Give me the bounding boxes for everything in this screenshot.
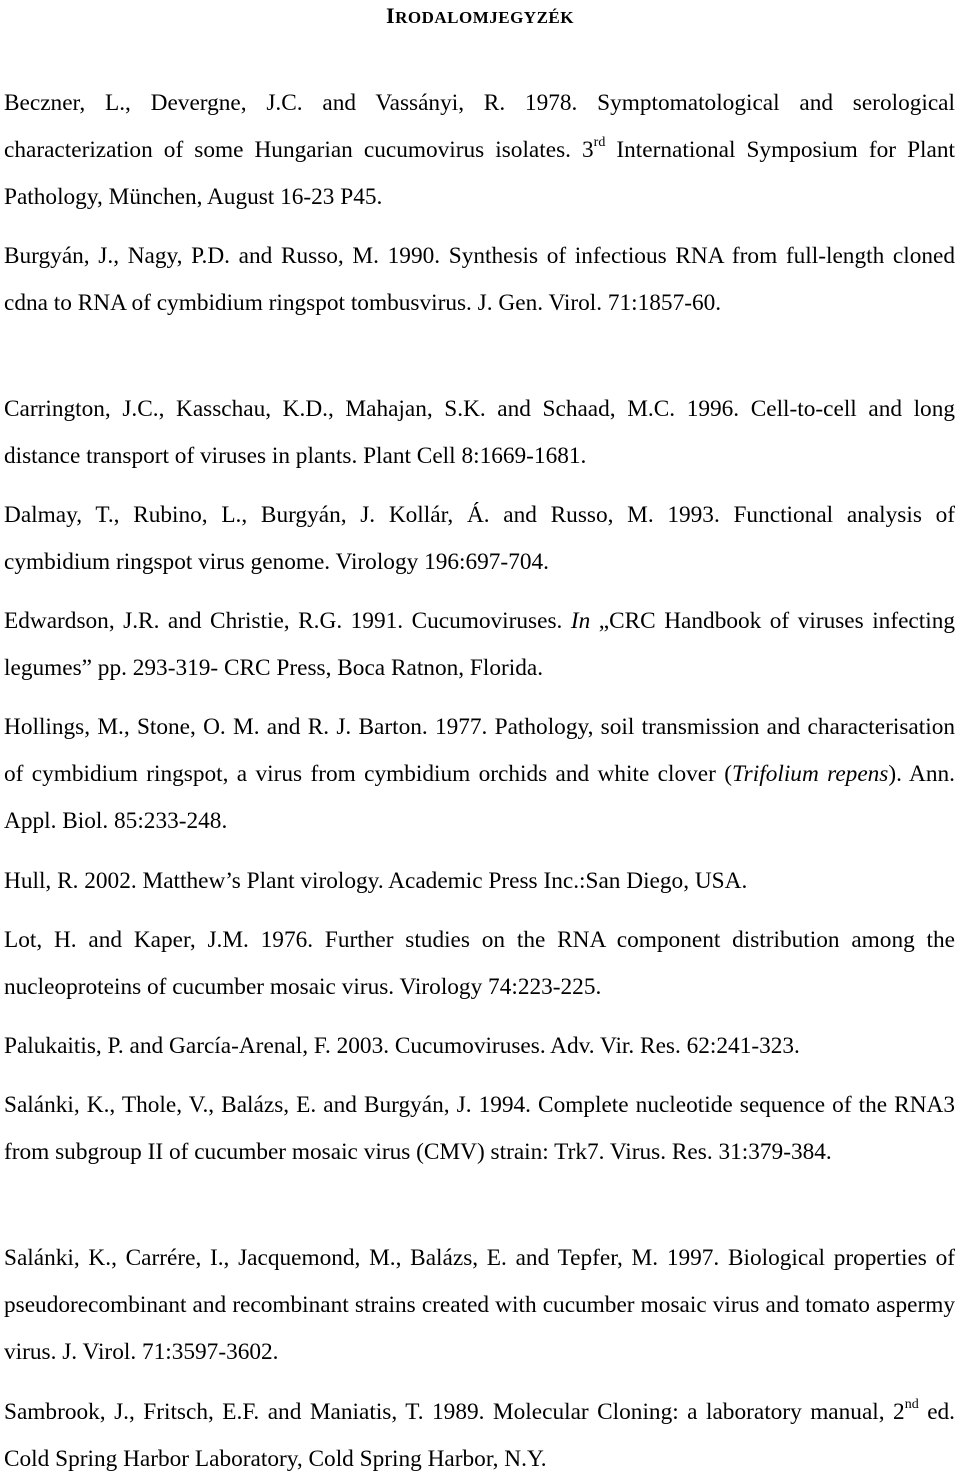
page-title-initial: I (386, 3, 396, 28)
reference-entry-hollings: Hollings, M., Stone, O. M. and R. J. Barton. 1977. Pathology, soil transmission and characterisation of cymbidium ringspot, a virus from cymbidium orchids and white clover (Trifolium repens). Ann. Appl. Biol. 85:233-248. (4, 714, 955, 834)
reference-entry-dalmay: Dalmay, T., Rubino, L., Burgyán, J. Kollár, Á. and Russo, M. 1993. Functional analysis of cymbidium ringspot virus genome. Virology 196:697-704. (4, 502, 955, 575)
reference-entry-beczner: Beczner, L., Devergne, J.C. and Vassányi, R. 1978. Symptomatological and serological characterization of some Hungarian cucumovirus isolates. 3rd International Symposium for Plant Pathology, München, August 16-23 P45. (4, 90, 955, 210)
reference-entry-salanki-1994: Salánki, K., Thole, V., Balázs, E. and Burgyán, J. 1994. Complete nucleotide sequence of the RNA3 from subgroup II of cucumber mosaic virus (CMV) strain: Trk7. Virus. Res. 31:379-384. (4, 1092, 955, 1165)
page-title-rest: RODALOMJEGYZÉK (395, 8, 574, 27)
reference-entry-hull: Hull, R. 2002. Matthew’s Plant virology. Academic Press Inc.:San Diego, USA. (4, 868, 748, 894)
reference-entry-palukaitis: Palukaitis, P. and García-Arenal, F. 2003. Cucumoviruses. Adv. Vir. Res. 62:241-323. (4, 1033, 800, 1059)
reference-entry-sambrook: Sambrook, J., Fritsch, E.F. and Maniatis, T. 1989. Molecular Cloning: a laboratory manual, 2nd ed. Cold Spring Harbor Laboratory, Cold Spring Harbor, N.Y. (4, 1397, 956, 1472)
reference-entry-edwardson: Edwardson, J.R. and Christie, R.G. 1991. Cucumoviruses. In „CRC Handbook of viruses infecting legumes” pp. 293-319- CRC Press, Boca Ratnon, Florida. (4, 608, 955, 681)
reference-entry-burgyan: Burgyán, J., Nagy, P.D. and Russo, M. 1990. Synthesis of infectious RNA from full-length cloned cdna to RNA of cymbidium ringspot tombusvirus. J. Gen. Virol. 71:1857-60. (4, 243, 955, 316)
reference-entry-carrington: Carrington, J.C., Kasschau, K.D., Mahajan, S.K. and Schaad, M.C. 1996. Cell-to-cell and long distance transport of viruses in plants. Plant Cell 8:1669-1681. (4, 396, 955, 469)
page-title (0, 2, 960, 32)
reference-entry-salanki-1997: Salánki, K., Carrére, I., Jacquemond, M., Balázs, E. and Tepfer, M. 1997. Biological properties of pseudorecombinant and recombinant strains created with cucumber mosaic virus and tomato aspermy virus. J. Virol. 71:3597-3602. (4, 1245, 955, 1365)
reference-entry-lot: Lot, H. and Kaper, J.M. 1976. Further studies on the RNA component distribution among the nucleoproteins of cucumber mosaic virus. Virology 74:223-225. (4, 927, 955, 1000)
